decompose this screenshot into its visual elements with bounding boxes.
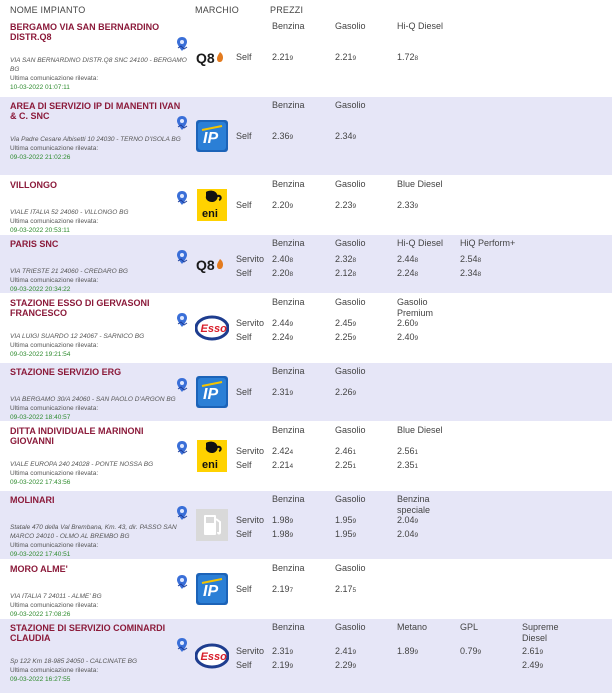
price-decimal: 9 [289, 649, 294, 656]
price-decimal: 1 [414, 463, 419, 470]
price-decimal: 9 [352, 532, 357, 539]
price-main: 2.45 [335, 318, 353, 328]
fuel-type-label: Gasolio [335, 622, 366, 632]
fuel-type-label: Benzina [272, 179, 305, 189]
header-marchio: MARCHIO [195, 5, 239, 15]
price-value [272, 460, 293, 470]
ip-logo [195, 375, 229, 409]
last-update-label: Ultima comunicazione rilevata: [10, 75, 99, 82]
map-pin-icon[interactable] [176, 505, 188, 521]
last-update-label: Ultima comunicazione rilevata: [10, 667, 99, 674]
last-update-date: 09-03-2022 17:40:51 [10, 551, 71, 558]
station-address: VIA BERGAMO 30/A 24060 - SAN PAOLO D'ARGON BG [10, 396, 176, 403]
service-mode-label: Servito [236, 646, 265, 656]
last-update-label: Ultima comunicazione rilevata: [10, 218, 99, 225]
station-row[interactable] [0, 619, 612, 694]
price-value [335, 200, 356, 210]
price-decimal: 7 [289, 587, 294, 594]
svg-text:Esso: Esso [200, 323, 227, 335]
price-main: 2.12 [335, 268, 353, 278]
station-name[interactable]: STAZIONE ESSO DI GERVASONI FRANCESCO [10, 298, 150, 318]
station-row[interactable] [0, 176, 612, 235]
price-decimal: 9 [539, 663, 544, 670]
fuel-type-label: Gasolio [335, 21, 366, 31]
esso-logo [195, 311, 229, 345]
station-name[interactable]: PARIS SNC [10, 239, 59, 249]
station-info [10, 623, 188, 684]
price-main: 1.89 [397, 646, 415, 656]
price-main: 2.20 [272, 200, 290, 210]
station-address: VIA SAN BERNARDINO DISTR.Q8 SNC 24100 - BERGAMO BG [10, 57, 187, 73]
price-main: 2.31 [272, 387, 290, 397]
price-decimal: 9 [414, 532, 419, 539]
station-info [10, 22, 188, 92]
price-main: 2.25 [335, 332, 353, 342]
price-main: 2.24 [272, 332, 290, 342]
price-value [397, 52, 418, 62]
price-decimal: 9 [414, 518, 419, 525]
station-row[interactable] [0, 97, 612, 176]
price-main: 2.34 [335, 131, 353, 141]
station-info [10, 564, 188, 619]
price-value [335, 446, 356, 456]
station-address: Statale 470 della Val Brembana, Km. 43, dir. PASSO SAN MARCO 24010 - OLMO AL BREMBO BG [10, 524, 177, 540]
price-value [272, 268, 293, 278]
station-name[interactable]: MOLINARI [10, 495, 55, 505]
fuel-type-label: Benzina speciale [397, 494, 431, 515]
price-decimal: 9 [414, 321, 419, 328]
price-main: 2.26 [335, 387, 353, 397]
price-decimal: 8 [289, 271, 294, 278]
price-decimal: 9 [289, 203, 294, 210]
price-value [272, 529, 293, 539]
price-decimal: 9 [289, 321, 294, 328]
service-mode-label: Self [236, 332, 252, 342]
station-row[interactable] [0, 294, 612, 363]
price-value [335, 268, 356, 278]
service-mode-label: Self [236, 268, 252, 278]
station-info [10, 426, 188, 487]
price-decimal: 9 [352, 55, 357, 62]
service-mode-label: Self [236, 660, 252, 670]
service-mode-label: Self [236, 529, 252, 539]
station-name[interactable]: STAZIONE SERVIZIO ERG [10, 367, 122, 377]
last-update-date: 09-03-2022 20:34:22 [10, 286, 71, 293]
fuel-type-label: Blue Diesel [397, 179, 443, 189]
map-pin-icon[interactable] [176, 312, 188, 328]
map-pin-icon[interactable] [176, 574, 188, 590]
last-update-date: 09-03-2022 18:40:57 [10, 414, 71, 421]
map-pin-icon[interactable] [176, 377, 188, 393]
price-value [272, 515, 293, 525]
fuel-type-label: Gasolio [335, 179, 366, 189]
price-main: 2.19 [272, 584, 290, 594]
map-pin-icon[interactable] [176, 249, 188, 265]
station-name[interactable]: VILLONGO [10, 180, 57, 190]
fuel-type-label: Gasolio [335, 425, 366, 435]
station-name[interactable]: AREA DI SERVIZIO IP DI MANENTI IVAN & C. SNC [10, 101, 181, 121]
station-info [10, 239, 188, 294]
price-decimal: 8 [414, 257, 419, 264]
station-name[interactable]: MORO ALME' [10, 564, 68, 574]
price-main: 2.41 [335, 646, 353, 656]
price-main: 2.21 [335, 52, 353, 62]
fuel-type-label: HiQ Perform+ [460, 238, 516, 248]
station-row[interactable] [0, 363, 612, 422]
map-pin-icon[interactable] [176, 36, 188, 52]
price-value [397, 268, 418, 278]
last-update-label: Ultima comunicazione rilevata: [10, 342, 99, 349]
price-main: 2.32 [335, 254, 353, 264]
last-update-label: Ultima comunicazione rilevata: [10, 405, 99, 412]
price-main: 2.24 [397, 268, 415, 278]
price-main: 1.72 [397, 52, 415, 62]
price-value [335, 660, 356, 670]
price-decimal: 5 [352, 587, 357, 594]
last-update-date: 09-03-2022 21:02:26 [10, 154, 71, 161]
price-main: 2.20 [272, 268, 290, 278]
station-address: VIA LUIGI SUARDO 12 24067 - SARNICO BG [10, 333, 145, 340]
price-value [335, 387, 356, 397]
price-main: 2.36 [272, 131, 290, 141]
price-value [460, 268, 481, 278]
price-decimal: 9 [289, 663, 294, 670]
last-update-date: 09-03-2022 17:08:26 [10, 611, 71, 618]
price-value [272, 646, 293, 656]
svg-text:eni: eni [202, 459, 218, 471]
service-mode-label: Self [236, 387, 252, 397]
price-main: 2.21 [272, 460, 290, 470]
price-decimal: 9 [289, 134, 294, 141]
fuel-type-label: Hi-Q Diesel [397, 21, 444, 31]
q8-logo [195, 247, 229, 281]
map-pin-icon[interactable] [176, 440, 188, 456]
price-decimal: 9 [414, 335, 419, 342]
price-value [272, 52, 293, 62]
fuel-pump-icon [195, 508, 229, 542]
svg-text:Q8: Q8 [196, 50, 215, 66]
price-decimal: 1 [414, 449, 419, 456]
header-nome-impianto: NOME IMPIANTO [10, 5, 86, 15]
station-row[interactable] [0, 422, 612, 491]
service-mode-label: Self [236, 200, 252, 210]
price-main: 2.46 [335, 446, 353, 456]
price-main: 2.21 [272, 52, 290, 62]
map-pin-icon[interactable] [176, 190, 188, 206]
price-value [335, 318, 356, 328]
station-name[interactable]: BERGAMO VIA SAN BERNARDINO DISTR.Q8 [10, 22, 160, 42]
price-decimal: 8 [352, 271, 357, 278]
price-main: 0.79 [460, 646, 478, 656]
price-value [522, 660, 543, 670]
price-decimal: 9 [289, 518, 294, 525]
price-value [397, 254, 418, 264]
service-mode-label: Servito [236, 515, 265, 525]
price-main: 1.98 [272, 515, 290, 525]
price-decimal: 9 [289, 532, 294, 539]
station-name[interactable]: STAZIONE DI SERVIZIO COMINARDI CLAUDIA [10, 623, 166, 643]
last-update-label: Ultima comunicazione rilevata: [10, 470, 99, 477]
station-address: Sp 122 Km 18-985 24050 - CALCINATE BG [10, 658, 138, 665]
price-value [272, 318, 293, 328]
price-value [397, 646, 418, 656]
price-value [522, 646, 543, 656]
price-decimal: 9 [352, 203, 357, 210]
service-mode-label: Self [236, 584, 252, 594]
price-decimal: 9 [477, 649, 482, 656]
price-value [335, 529, 356, 539]
price-decimal: 8 [477, 271, 482, 278]
price-value [335, 584, 356, 594]
table-header [0, 0, 612, 18]
price-decimal: 9 [352, 335, 357, 342]
svg-text:IP: IP [203, 130, 219, 147]
service-mode-label: Self [236, 52, 252, 62]
price-value [460, 254, 481, 264]
last-update-date: 09-03-2022 19:21:54 [10, 351, 71, 358]
price-main: 2.54 [460, 254, 478, 264]
svg-text:IP: IP [203, 583, 219, 600]
svg-text:Q8: Q8 [196, 257, 215, 273]
station-row[interactable] [0, 491, 612, 560]
price-decimal: 9 [414, 203, 419, 210]
price-decimal: 9 [352, 518, 357, 525]
service-mode-label: Servito [236, 254, 265, 264]
price-value [335, 254, 356, 264]
station-name[interactable]: DITTA INDIVIDUALE MARINONI GIOVANNI [10, 426, 144, 446]
map-pin-icon[interactable] [176, 637, 188, 653]
price-value [397, 446, 418, 456]
svg-text:IP: IP [203, 386, 219, 403]
q8-logo [195, 40, 229, 74]
price-main: 2.49 [522, 660, 540, 670]
price-main: 2.04 [397, 515, 415, 525]
service-mode-label: Self [236, 131, 252, 141]
price-value [272, 584, 293, 594]
price-main: 2.29 [335, 660, 353, 670]
fuel-type-label: Benzina [272, 21, 305, 31]
station-info [10, 180, 188, 235]
price-value [272, 254, 293, 264]
fuel-type-label: Gasolio [335, 100, 366, 110]
price-value [335, 332, 356, 342]
price-main: 1.95 [335, 529, 353, 539]
service-mode-label: Servito [236, 318, 265, 328]
map-pin-icon[interactable] [176, 115, 188, 131]
fuel-type-label: Supreme Diesel [522, 622, 559, 643]
fuel-type-label: Benzina [272, 494, 305, 504]
fuel-type-label: Gasolio [335, 563, 366, 573]
price-value [397, 318, 418, 328]
price-value [272, 332, 293, 342]
price-decimal: 9 [352, 649, 357, 656]
ip-logo [195, 572, 229, 606]
price-value [397, 200, 418, 210]
price-decimal: 4 [289, 463, 294, 470]
fuel-type-label: Benzina [272, 563, 305, 573]
station-info [10, 367, 188, 422]
station-address: VIA ITALIA 7 24011 - ALME' BG [10, 593, 102, 600]
price-value [272, 200, 293, 210]
price-value [272, 660, 293, 670]
fuel-type-label: Benzina [272, 622, 305, 632]
station-row[interactable] [0, 235, 612, 294]
price-value [272, 131, 293, 141]
stations-list [0, 18, 612, 694]
price-main: 2.56 [397, 446, 415, 456]
price-main: 2.17 [335, 584, 353, 594]
price-main: 2.44 [272, 318, 290, 328]
station-row[interactable] [0, 560, 612, 619]
price-value [272, 446, 293, 456]
last-update-label: Ultima comunicazione rilevata: [10, 277, 99, 284]
price-main: 2.40 [272, 254, 290, 264]
last-update-date: 09-03-2022 16:27:55 [10, 676, 71, 683]
station-address: VIALE EUROPA 240 24028 - PONTE NOSSA BG [10, 461, 154, 468]
price-decimal: 9 [352, 134, 357, 141]
price-main: 2.44 [397, 254, 415, 264]
svg-text:eni: eni [202, 208, 218, 220]
last-update-date: 10-03-2022 01:07:11 [10, 84, 70, 91]
price-value [335, 52, 356, 62]
price-main: 2.23 [335, 200, 353, 210]
price-main: 2.42 [272, 446, 290, 456]
station-row[interactable] [0, 18, 612, 97]
last-update-date: 09-03-2022 20:53:11 [10, 227, 70, 234]
price-value [335, 460, 356, 470]
ip-logo [195, 119, 229, 153]
price-decimal: 9 [414, 649, 419, 656]
station-info [10, 298, 188, 359]
price-decimal: 1 [352, 449, 357, 456]
price-value [335, 646, 356, 656]
station-info [10, 101, 188, 162]
eni-logo [195, 439, 229, 473]
price-decimal: 9 [289, 335, 294, 342]
station-info [10, 495, 188, 559]
price-main: 1.95 [335, 515, 353, 525]
last-update-label: Ultima comunicazione rilevata: [10, 145, 99, 152]
price-decimal: 4 [289, 449, 294, 456]
fuel-type-label: Gasolio [335, 366, 366, 376]
fuel-type-label: Benzina [272, 100, 305, 110]
price-main: 1.98 [272, 529, 290, 539]
price-decimal: 9 [352, 390, 357, 397]
fuel-type-label: GPL [460, 622, 479, 632]
price-decimal: 8 [414, 271, 419, 278]
price-main: 2.40 [397, 332, 415, 342]
price-main: 2.61 [522, 646, 540, 656]
station-address: VIALE ITALIA 52 24060 - VILLONGO BG [10, 209, 129, 216]
price-main: 2.33 [397, 200, 415, 210]
price-value [272, 387, 293, 397]
price-main: 2.19 [272, 660, 290, 670]
fuel-type-label: Gasolio Premium [397, 297, 434, 318]
price-value [397, 515, 418, 525]
fuel-type-label: Benzina [272, 366, 305, 376]
price-decimal: 8 [414, 55, 419, 62]
price-decimal: 8 [289, 257, 294, 264]
price-value [460, 646, 481, 656]
price-main: 2.25 [335, 460, 353, 470]
price-value [397, 332, 418, 342]
fuel-type-label: Gasolio [335, 238, 366, 248]
fuel-type-label: Benzina [272, 425, 305, 435]
service-mode-label: Self [236, 460, 252, 470]
fuel-type-label: Gasolio [335, 494, 366, 504]
service-mode-label: Servito [236, 446, 265, 456]
header-prezzi: PREZZI [270, 5, 304, 15]
fuel-type-label: Gasolio [335, 297, 366, 307]
last-update-label: Ultima comunicazione rilevata: [10, 602, 99, 609]
price-decimal: 9 [539, 649, 544, 656]
esso-logo [195, 639, 229, 673]
price-value [335, 131, 356, 141]
last-update-label: Ultima comunicazione rilevata: [10, 542, 99, 549]
price-value [335, 515, 356, 525]
price-decimal: 9 [289, 390, 294, 397]
price-main: 2.34 [460, 268, 478, 278]
last-update-date: 09-03-2022 17:43:56 [10, 479, 71, 486]
fuel-type-label: Blue Diesel [397, 425, 443, 435]
station-address: Via Padre Cesare Albisetti 10 24030 - TERNO D'ISOLA BG [10, 136, 181, 143]
price-value [397, 460, 418, 470]
price-main: 2.35 [397, 460, 415, 470]
fuel-type-label: Hi-Q Diesel [397, 238, 444, 248]
price-value [397, 529, 418, 539]
price-decimal: 8 [477, 257, 482, 264]
price-main: 2.04 [397, 529, 415, 539]
price-decimal: 9 [352, 663, 357, 670]
fuel-type-label: Benzina [272, 238, 305, 248]
price-decimal: 9 [352, 321, 357, 328]
price-decimal: 9 [289, 55, 294, 62]
price-main: 2.31 [272, 646, 290, 656]
station-address: VIA TRIESTE 21 24060 - CREDARO BG [10, 268, 128, 275]
price-main: 2.60 [397, 318, 415, 328]
price-decimal: 1 [352, 463, 357, 470]
svg-text:Esso: Esso [200, 651, 227, 663]
fuel-type-label: Benzina [272, 297, 305, 307]
eni-logo [195, 188, 229, 222]
price-decimal: 8 [352, 257, 357, 264]
fuel-type-label: Metano [397, 622, 428, 632]
